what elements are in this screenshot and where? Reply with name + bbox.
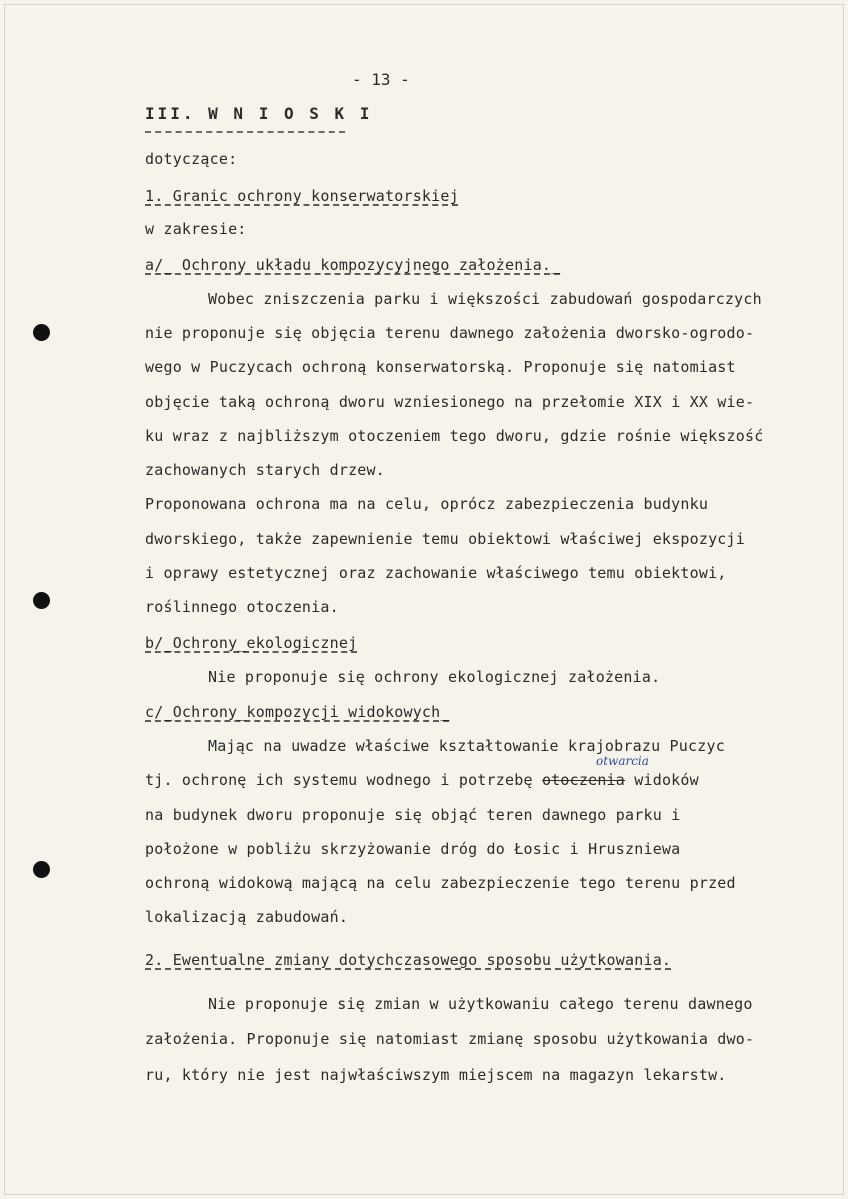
text-line: dworskiego, także zapewnienie temu obiektowi właściwej ekspozycji [145, 530, 745, 548]
text-line [145, 771, 699, 789]
text-line: Nie proponuje się ochrony ekologicznej założenia. [208, 668, 661, 686]
punch-hole [33, 592, 50, 609]
text-line: Mając na uwadze właściwe kształtowanie krajobrazu Puczyc [208, 737, 725, 755]
subheading: b/_Ochrony_ekologicznej [145, 634, 358, 652]
struck-word: otoczenia [541, 771, 626, 789]
text-segment: tj. ochronę ich systemu wodnego i potrzebę [145, 771, 542, 789]
punch-hole [33, 861, 50, 878]
text-line: ku wraz z najbliższym otoczeniem tego dworu, gdzie rośnie większość [145, 427, 764, 445]
section-heading: III. W N I O S K I [145, 104, 373, 123]
text-line: lokalizacją zabudowań. [145, 908, 349, 926]
text-line: założenia. Proponuje się natomiast zmianę sposobu użytkowania dwo- [145, 1030, 755, 1048]
text-line: wego w Puczycach ochroną konserwatorską. Proponuje się natomiast [145, 358, 736, 376]
page-border [4, 4, 844, 1195]
text-line: na budynek dworu proponuje się objąć teren dawnego parku i [145, 806, 681, 824]
text-line: położone w pobliżu skrzyżowanie dróg do Łosic i Hruszniewa [145, 840, 681, 858]
punch-hole [33, 324, 50, 341]
subheading: 2. Ewentualne zmiany dotychczasowego sposobu użytkowania. [145, 951, 672, 969]
text-line: dotyczące: [145, 150, 238, 168]
text-line: nie proponuje się objęcia terenu dawnego założenia dworsko-ogrodo- [145, 324, 755, 342]
text-line: i oprawy estetycznej oraz zachowanie właściwego temu obiektowi, [145, 564, 727, 582]
subheading: c/_Ochrony_kompozycji widokowych_ [145, 703, 450, 721]
page-number: - 13 - [352, 70, 410, 89]
text-line: ochroną widokową mającą na celu zabezpieczenie tego terenu przed [145, 874, 736, 892]
text-line: objęcie taką ochroną dworu wzniesionego na przełomie XIX i XX wie- [145, 393, 755, 411]
text-line: Proponowana ochrona ma na celu, oprócz zabezpieczenia budynku [145, 495, 709, 513]
text-line: Wobec zniszczenia parku i większości zabudowań gospodarczych [208, 290, 762, 308]
subheading: 1. Granic ochrony konserwatorskiej [145, 187, 459, 205]
subheading: a/_ Ochrony układu kompozycyjnego założenia._ [145, 256, 561, 274]
text-line: zachowanych starych drzew. [145, 461, 385, 479]
handwritten-correction: otwarcia [596, 754, 649, 768]
text-segment: widoków [625, 771, 699, 789]
text-line: Nie proponuje się zmian w użytkowaniu całego terenu dawnego [208, 995, 753, 1013]
text-line: ru, który nie jest najwłaściwszym miejscem na magazyn lekarstw. [145, 1066, 727, 1084]
text-line: w zakresie: [145, 220, 247, 238]
text-line: roślinnego otoczenia. [145, 598, 339, 616]
heading-underline [145, 131, 345, 133]
